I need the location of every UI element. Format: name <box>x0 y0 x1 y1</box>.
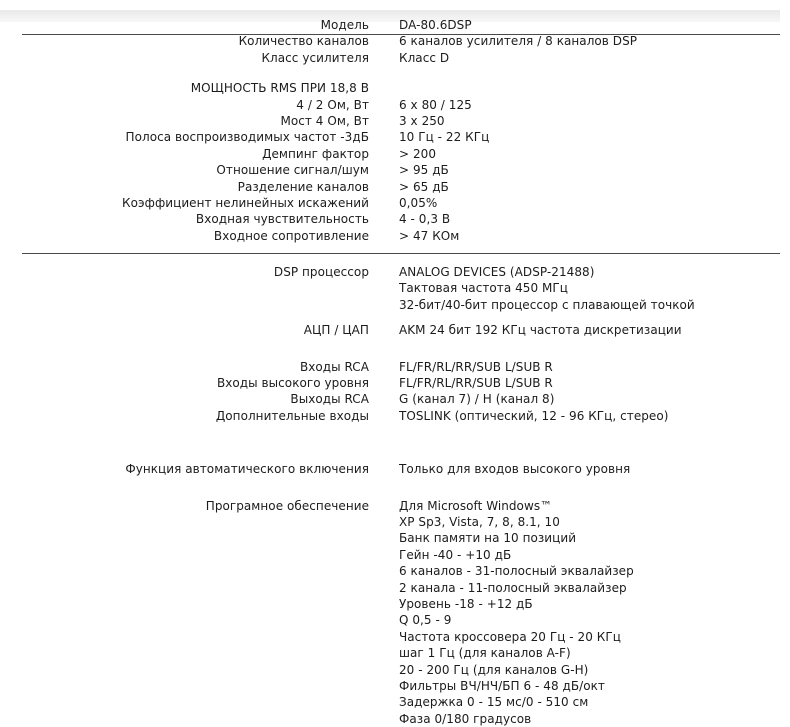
spec-row-damping <box>0 146 790 162</box>
spec-row-extra-in <box>0 408 790 424</box>
spec-value: AKM 24 бит 192 КГц частота дискретизации <box>399 323 682 338</box>
spec-row-software-memory <box>0 530 790 546</box>
spec-row-rca-in <box>0 359 790 375</box>
spec-row-power-4-2 <box>0 97 790 113</box>
spec-row-software-gain <box>0 547 790 563</box>
spec-value: Частота кроссовера 20 Гц - 20 КГц <box>399 629 621 644</box>
spec-row-software-filters <box>0 678 790 694</box>
spec-row-software-level <box>0 596 790 612</box>
spec-label: Дополнительные входы <box>215 408 369 423</box>
spec-value: 32-бит/40-бит процессор с плавающей точкой <box>399 297 695 312</box>
spec-row-software-delay <box>0 694 790 710</box>
spec-value: XP Sp3, Vista, 7, 8, 8.1, 10 <box>399 514 560 529</box>
spec-value: Гейн -40 - +10 дБ <box>399 547 512 562</box>
spec-row-software-crossover <box>0 629 790 645</box>
spec-value: > 65 дБ <box>399 179 449 194</box>
spec-label: Класс усилителя <box>261 50 369 65</box>
spec-value: G (канал 7) / H (канал 8) <box>399 392 555 407</box>
spec-label: АЦП / ЦАП <box>303 323 369 338</box>
spec-label: Модель <box>320 18 369 32</box>
spec-value: 4 - 0,3 В <box>399 212 451 227</box>
spec-row-class <box>0 50 790 66</box>
spec-label: Демпинг фактор <box>262 146 369 161</box>
spec-row-separation <box>0 179 790 195</box>
spec-row-sensitivity <box>0 211 790 227</box>
spec-row-software-q <box>0 612 790 628</box>
spec-label: Полоса воспроизводимых частот -3дБ <box>125 130 369 145</box>
spec-label: Разделение каналов <box>237 179 369 194</box>
spec-value: Только для входов высокого уровня <box>399 462 631 477</box>
spec-value: DA-80.6DSP <box>399 18 472 32</box>
spec-value: 6 каналов - 31-полосный эквалайзер <box>399 564 634 579</box>
spec-label: Выходы RCA <box>290 392 369 407</box>
spec-value: 6 каналов усилителя / 8 каналов DSP <box>399 34 638 49</box>
spec-label: МОЩНОСТЬ RMS ПРИ 18,8 В <box>190 81 369 96</box>
spec-label: Входы высокого уровня <box>216 376 369 391</box>
spec-row-thd <box>0 195 790 211</box>
spec-value: 6 x 80 / 125 <box>399 97 472 112</box>
spec-row-bridge <box>0 113 790 129</box>
spec-table <box>0 17 790 727</box>
spec-value: 20 - 200 Гц (для каналов G-H) <box>399 662 589 677</box>
spec-value: шаг 1 Гц (для каналов A-F) <box>399 646 571 661</box>
spec-value: Банк памяти на 10 позиций <box>399 531 577 546</box>
spec-row-power-heading <box>0 80 790 96</box>
spec-row-model <box>0 17 790 33</box>
spec-label: Входы RCA <box>299 359 369 374</box>
spec-label: Мост 4 Ом, Вт <box>280 113 369 128</box>
spec-row-dsp-bits <box>0 297 790 313</box>
spec-value: > 200 <box>399 146 437 161</box>
spec-row-software-step <box>0 645 790 661</box>
spec-row-high-level-in <box>0 375 790 391</box>
spec-row-software-gh <box>0 662 790 678</box>
spec-row-software-phase <box>0 711 790 727</box>
spec-row-rca-out <box>0 391 790 407</box>
spec-value: Тактовая частота 450 МГц <box>399 281 569 296</box>
spec-row-impedance <box>0 228 790 244</box>
spec-value: Фаза 0/180 градусов <box>399 711 532 726</box>
spec-row-adc <box>0 322 790 338</box>
spec-row-channels <box>0 33 790 49</box>
spec-row-software <box>0 498 790 514</box>
spec-row-software-eq31 <box>0 563 790 579</box>
spec-value: 0,05% <box>399 195 438 210</box>
spec-value: Фильтры ВЧ/НЧ/БП 6 - 48 дБ/окт <box>399 678 605 693</box>
spec-value: Класс D <box>399 50 450 65</box>
spec-row-software-os <box>0 514 790 530</box>
spec-value: > 47 КОм <box>399 228 460 243</box>
spec-value: 2 канала - 11-полосный эквалайзер <box>399 580 627 595</box>
spec-value: FL/FR/RL/RR/SUB L/SUB R <box>399 359 553 374</box>
spec-row-dsp <box>0 264 790 280</box>
spec-label: Количество каналов <box>238 34 369 49</box>
spec-label: DSP процессор <box>273 265 369 280</box>
spec-value: Задержка 0 - 15 мс/0 - 510 см <box>399 695 589 710</box>
spec-label: Функция автоматического включения <box>125 462 369 477</box>
spec-label: Входное сопротивление <box>213 228 369 243</box>
spec-row-software-eq11 <box>0 580 790 596</box>
spec-value: Для Microsoft Windows™ <box>399 498 553 513</box>
spec-value: Уровень -18 - +12 дБ <box>399 596 533 611</box>
spec-value: 3 x 250 <box>399 113 445 128</box>
spec-label: 4 / 2 Ом, Вт <box>296 97 369 112</box>
spec-value: Q 0,5 - 9 <box>399 613 452 628</box>
spec-row-auto-on <box>0 461 790 477</box>
spec-value: FL/FR/RL/RR/SUB L/SUB R <box>399 376 553 391</box>
spec-label: Входная чувствительность <box>195 212 369 227</box>
spec-row-frequency <box>0 129 790 145</box>
spec-value: > 95 дБ <box>399 163 449 178</box>
spec-row-snr <box>0 162 790 178</box>
spec-value: 10 Гц - 22 КГц <box>399 130 490 145</box>
spec-label: Коэффициент нелинейных искажений <box>122 195 369 210</box>
spec-label: Програмное обеспечение <box>205 498 369 513</box>
spec-row-dsp-clock <box>0 280 790 296</box>
spec-value: ANALOG DEVICES (ADSP-21488) <box>399 265 595 280</box>
spec-label: Отношение сигнал/шум <box>216 163 369 178</box>
spec-value: TOSLINK (оптический, 12 - 96 КГц, стерео) <box>399 408 669 423</box>
